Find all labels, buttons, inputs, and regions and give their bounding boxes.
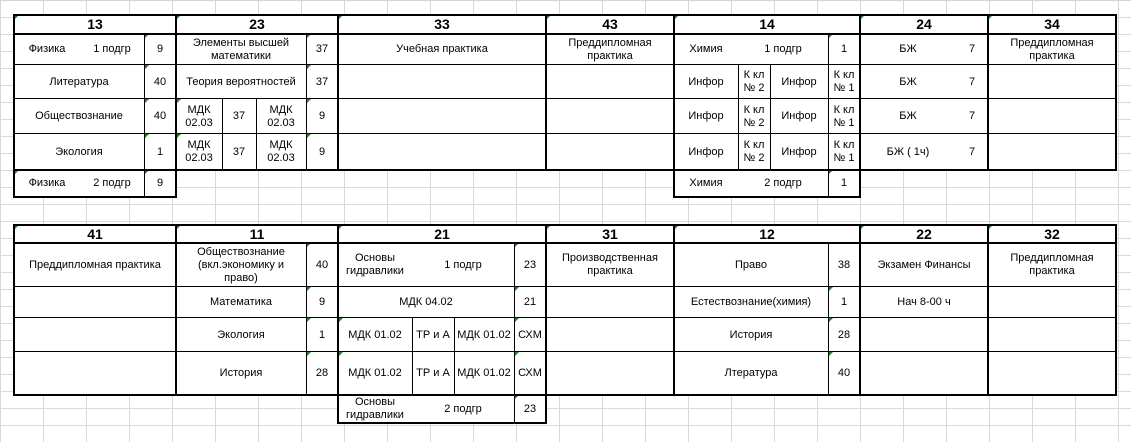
subject-cell[interactable]: Элементы высшей математики [176,34,306,65]
border [987,14,989,171]
border [14,169,1117,171]
empty-cell[interactable] [988,352,1116,395]
empty-cell[interactable] [988,99,1116,134]
empty-cell[interactable] [338,99,546,134]
empty-cell[interactable] [338,134,546,170]
group-header[interactable]: 11 [176,225,338,243]
room-cell[interactable]: 37 [306,34,338,65]
subject-cell[interactable]: Преддипломная практика [988,243,1116,287]
room-cell[interactable]: 7 [956,134,988,170]
subject-cell[interactable]: Преддипломная практика [14,243,176,287]
subject-cell[interactable]: Химия [674,34,738,65]
subject-cell[interactable]: Преддипломная практика [988,34,1116,65]
subject-cell[interactable]: Физика [14,34,80,65]
subject-cell[interactable]: МДК 04.02 [338,287,514,318]
border [175,14,177,198]
subject-cell[interactable]: Лтература [674,352,828,395]
subject-cell[interactable]: Экология [14,134,144,170]
border [738,65,739,170]
subject-cell[interactable]: БЖ ( 1ч) [860,134,956,170]
subject-cell[interactable]: Экология [176,318,306,352]
room-cell[interactable]: 21 [514,287,546,318]
group-header[interactable]: 32 [988,225,1116,243]
subject-cell[interactable]: Естествознание(химия) [674,287,828,318]
room-cell[interactable]: 1 [828,287,860,318]
empty-cell[interactable] [546,287,674,318]
room-cell[interactable]: 37 [306,65,338,99]
room-cell[interactable]: К кл № 2 [738,134,770,170]
room-cell[interactable]: 40 [144,65,176,99]
room-cell[interactable]: 7 [956,65,988,99]
room-cell[interactable]: 28 [828,318,860,352]
group-header[interactable]: 21 [338,225,546,243]
subject-cell[interactable]: Производственная практика [546,243,674,287]
empty-cell[interactable] [860,352,988,395]
room-cell[interactable]: СХМ [514,318,546,352]
empty-cell[interactable] [546,99,674,134]
group-header[interactable]: 13 [14,15,176,34]
subject-cell[interactable]: Физика [14,170,80,197]
group-header[interactable]: 41 [14,225,176,243]
subject-cell[interactable]: БЖ [860,99,956,134]
border [13,14,15,198]
subject-cell[interactable]: Математика [176,287,306,318]
border [14,286,1117,287]
room-cell[interactable]: СХМ [514,352,546,395]
subgroup-cell[interactable]: 1 подгр [412,243,514,287]
border [514,243,515,423]
subject-cell[interactable]: МДК 01.02 [454,352,514,395]
border [1115,14,1117,171]
subject-cell[interactable]: Преддипломная практика [546,34,674,65]
subgroup-cell[interactable]: 2 подгр [412,395,514,423]
group-header[interactable]: 23 [176,15,338,34]
border [14,242,1117,244]
subject-cell[interactable]: Химия [674,170,738,197]
room-cell[interactable]: 9 [144,170,176,197]
border [14,64,1117,65]
empty-cell[interactable] [14,287,176,318]
subject-cell[interactable]: МДК 01.02 [338,318,412,352]
border [14,224,1117,226]
subject-cell[interactable]: МДК 02.03 [176,134,222,170]
room-cell[interactable]: ТР и А [412,318,454,352]
room-cell[interactable]: 40 [144,99,176,134]
border [1115,224,1117,396]
border [673,224,675,396]
subject-cell[interactable]: Право [674,243,828,287]
room-cell[interactable]: 9 [306,287,338,318]
subject-cell[interactable]: МДК 02.03 [256,134,306,170]
border [337,14,339,171]
room-cell[interactable]: 37 [222,99,256,134]
subject-cell[interactable]: Основы гидравлики [338,243,412,287]
group-header[interactable]: 34 [988,15,1116,34]
room-cell[interactable]: К кл № 2 [738,99,770,134]
empty-cell[interactable] [546,134,674,170]
border [222,99,223,170]
group-header[interactable]: 33 [338,15,546,34]
room-cell[interactable]: К кл № 1 [828,134,860,170]
room-cell[interactable]: К кл № 1 [828,65,860,99]
group-header[interactable]: 43 [546,15,674,34]
border [412,318,413,395]
group-header[interactable]: 12 [674,225,860,243]
empty-cell[interactable] [988,318,1116,352]
room-cell[interactable]: 7 [956,34,988,65]
subject-cell[interactable]: МДК 01.02 [338,352,412,395]
subject-cell[interactable]: Инфор [770,65,828,99]
border [306,243,307,395]
room-cell[interactable]: 1 [828,34,860,65]
border [14,351,1117,352]
subject-cell[interactable]: МДК 01.02 [454,318,514,352]
border [545,224,547,424]
subject-cell[interactable]: Инфор [674,99,738,134]
border [828,243,829,395]
group-header[interactable]: 31 [546,225,674,243]
subject-cell[interactable]: История [176,352,306,395]
time-cell[interactable]: Нач 8-00 ч [860,287,988,318]
room-cell[interactable]: К кл № 2 [738,65,770,99]
subgroup-cell[interactable]: 2 подгр [738,170,828,197]
border [337,224,339,424]
border [674,196,860,198]
room-cell[interactable]: 28 [306,352,338,395]
empty-cell[interactable] [546,65,674,99]
empty-cell[interactable] [338,65,546,99]
room-cell[interactable]: 1 [828,170,860,197]
room-cell[interactable]: К кл № 1 [828,99,860,134]
border [673,14,675,198]
room-cell[interactable]: 9 [306,134,338,170]
border [175,224,177,396]
subject-cell[interactable]: Обществознание (вкл.экономику и право) [176,243,306,287]
subgroup-cell[interactable]: 1 подгр [738,34,828,65]
subject-cell[interactable]: Экзамен Финансы [860,243,988,287]
border [859,14,861,198]
group-header[interactable]: 24 [860,15,988,34]
room-cell[interactable]: 1 [144,134,176,170]
empty-cell[interactable] [14,352,176,395]
grid-top-line [0,0,1131,1]
empty-cell[interactable] [860,318,988,352]
border [13,224,15,396]
group-header[interactable]: 14 [674,15,860,34]
subgroup-cell[interactable]: 2 подгр [80,170,144,197]
subject-cell[interactable]: Основы гидравлики [338,395,412,423]
subject-cell[interactable]: Инфор [770,134,828,170]
border [454,318,455,395]
subject-cell[interactable]: Литература [14,65,144,99]
room-cell[interactable]: 23 [514,243,546,287]
border [256,99,257,170]
empty-cell[interactable] [546,352,674,395]
room-cell[interactable]: 37 [222,134,256,170]
room-cell[interactable]: 9 [144,34,176,65]
room-cell[interactable]: 9 [306,99,338,134]
subject-cell[interactable]: Обществознание [14,99,144,134]
subject-cell[interactable]: Инфор [674,65,738,99]
border [14,317,1117,318]
subject-cell[interactable]: Инфор [674,134,738,170]
room-cell[interactable]: 38 [828,243,860,287]
border [14,14,1117,16]
room-cell[interactable]: 23 [514,395,546,423]
subject-cell[interactable]: БЖ [860,34,956,65]
border [14,133,1117,134]
border [144,34,145,197]
border [306,34,307,170]
subject-cell[interactable]: История [674,318,828,352]
border [14,196,176,198]
border [987,224,989,396]
empty-cell[interactable] [988,65,1116,99]
subject-cell[interactable]: МДК 02.03 [176,99,222,134]
border [859,224,861,396]
empty-cell[interactable] [14,318,176,352]
border [14,394,1117,396]
subject-cell[interactable]: Инфор [770,99,828,134]
border [828,34,829,197]
empty-cell[interactable] [988,287,1116,318]
room-cell[interactable]: 1 [306,318,338,352]
subject-cell[interactable]: Теория вероятностей [176,65,306,99]
subgroup-cell[interactable]: 1 подгр [80,34,144,65]
border [770,65,771,170]
room-cell[interactable]: ТР и А [412,352,454,395]
border [14,98,1117,99]
border [545,14,547,171]
empty-cell[interactable] [988,134,1116,170]
border [14,33,1117,35]
subject-cell[interactable]: МДК 02.03 [256,99,306,134]
room-cell[interactable]: 40 [828,352,860,395]
empty-cell[interactable] [546,318,674,352]
group-header[interactable]: 22 [860,225,988,243]
room-cell[interactable]: 7 [956,99,988,134]
room-cell[interactable]: 40 [306,243,338,287]
subject-cell[interactable]: БЖ [860,65,956,99]
subject-cell[interactable]: Учебная практика [338,34,546,65]
